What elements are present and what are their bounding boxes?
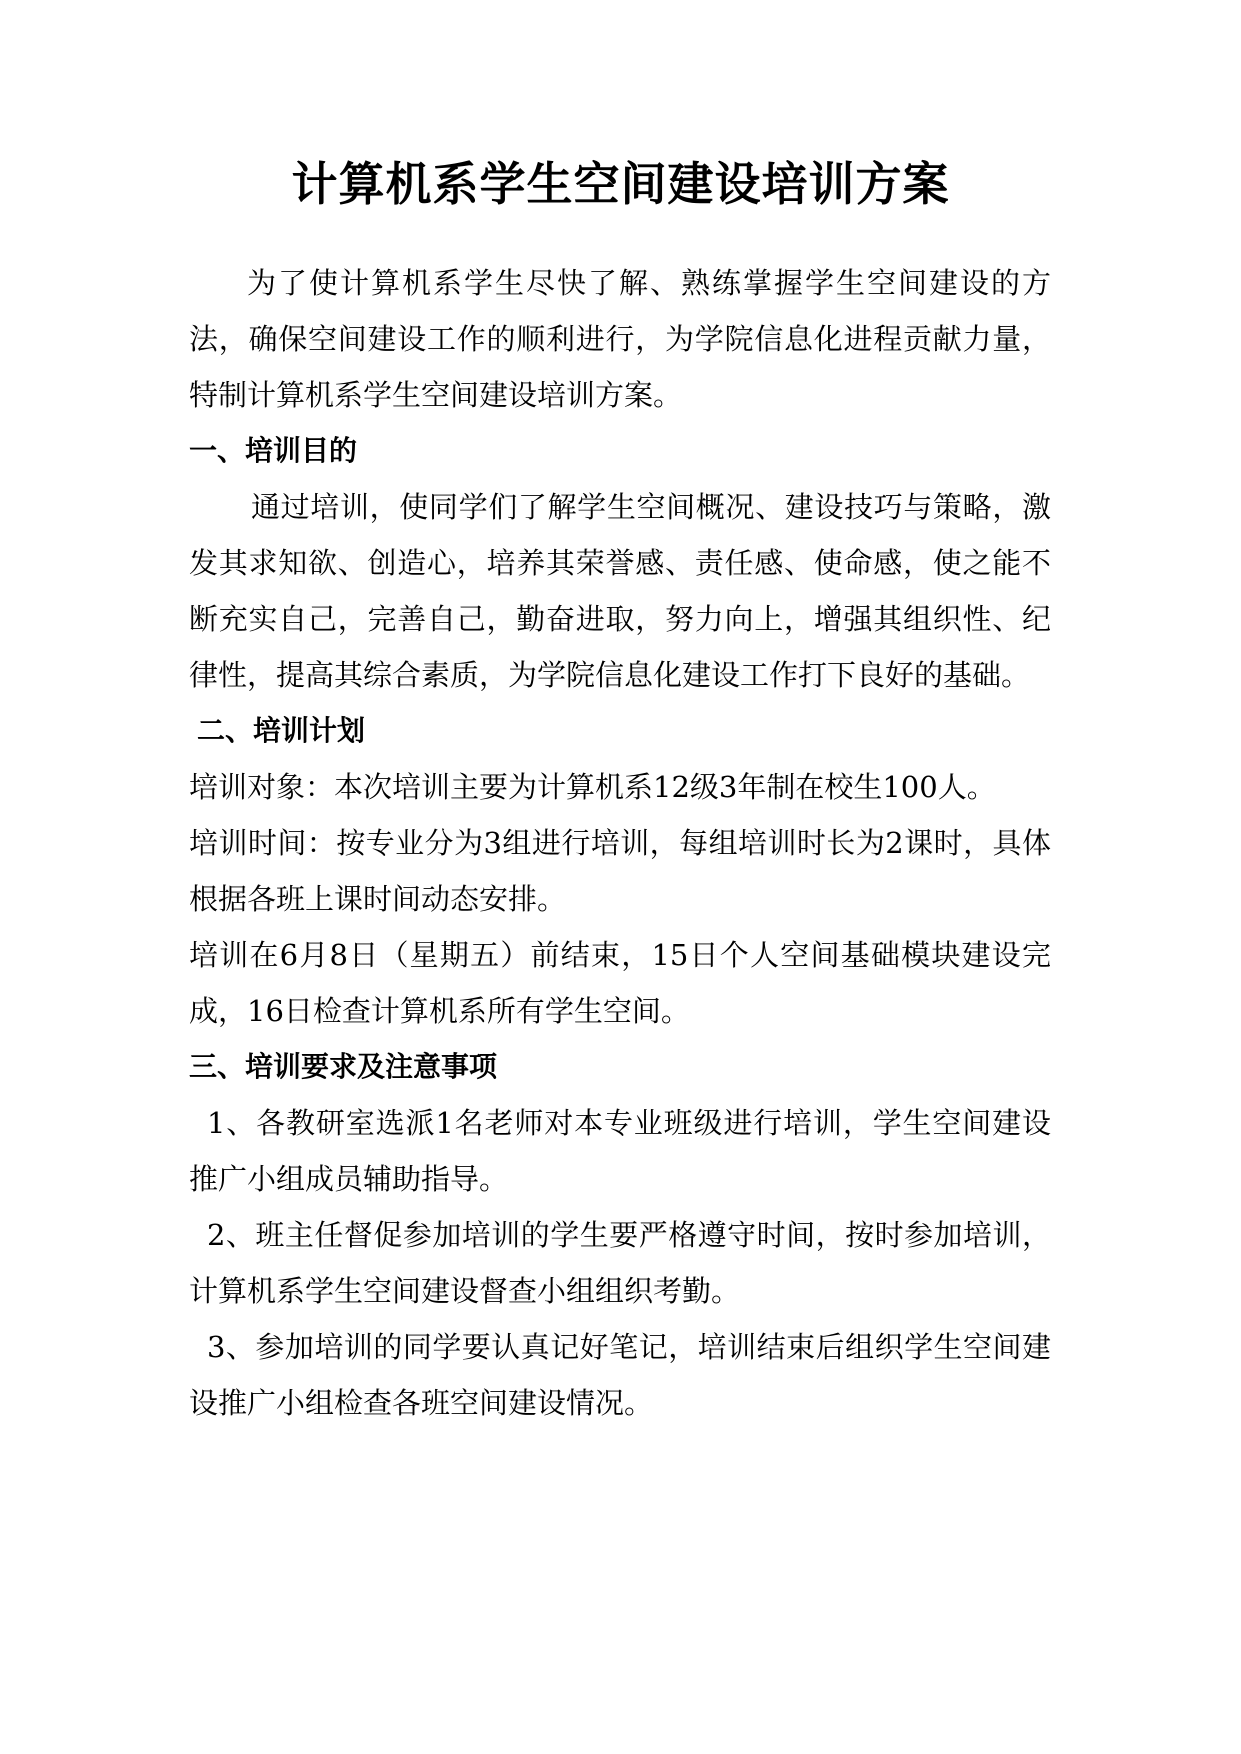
plan-schedule-paragraph: 培训在6月8日（星期五）前结束，15日个人空间基础模块建设完成，16日检查计算机系所有学生空间。 [189,938,1051,1028]
purpose-paragraph: 通过培训，使同学们了解学生空间概况、建设技巧与策略，激发其求知欲、创造心，培养其荣誉感、责任感、使命感，使之能不断充实自己，完善自己，勤奋进取，努力向上，增强其组织性、纪律性，提高其综合素质，为学院信息化建设工作打下良好的基础。 [189,490,1051,692]
section-heading-requirements: 三、培训要求及注意事项 [189,1050,498,1083]
section-heading-purpose: 一、培训目的 [189,434,358,467]
requirement-item: 2、班主任督促参加培训的学生要严格遵守时间，按时参加培训，计算机系学生空间建设督查小组组织考勤。 [189,1218,1051,1308]
plan-time-paragraph: 培训时间：按专业分为3组进行培训，每组培训时长为2课时，具体根据各班上课时间动态安排。 [189,826,1051,916]
document-body [189,255,1051,1431]
document-title: 计算机系学生空间建设培训方案 [291,157,950,211]
plan-target-paragraph: 培训对象：本次培训主要为计算机系12级3年制在校生100人。 [189,770,996,804]
requirement-item: 1、各教研室选派1名老师对本专业班级进行培训，学生空间建设推广小组成员辅助指导。 [189,1106,1051,1196]
intro-paragraph: 为了使计算机系学生尽快了解、熟练掌握学生空间建设的方法，确保空间建设工作的顺利进行，为学院信息化进程贡献力量，特制计算机系学生空间建设培训方案。 [189,266,1051,412]
requirement-item: 3、参加培训的同学要认真记好笔记，培训结束后组织学生空间建设推广小组检查各班空间建设情况。 [189,1330,1051,1420]
section-heading-plan: 二、培训计划 [197,714,366,747]
